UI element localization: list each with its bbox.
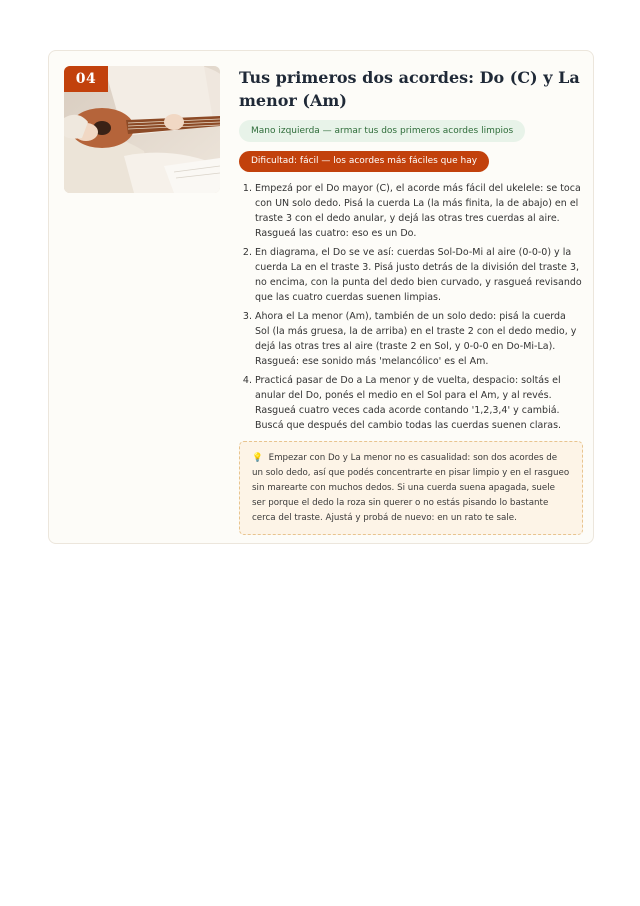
step-item: 2. En diagrama, el Do se ve así: cuerdas Sol-Do-Mi al aire (0-0-0) y la cuerda La en el traste 3. Pisá justo detrás de la división del traste 3, no encima, con la punta del dedo bien curvado, y rasgueá revisando que las cuatro cuerdas suenen limpias. xyxy=(255,245,583,305)
step-item: 4. Practicá pasar de Do a La menor y de vuelta, despacio: soltás el anular del Do, ponés el medio en el Sol para el Am, y al revés. Rasgueá cuatro veces cada acorde contando '1,2,3,4' y cambiá. Buscá que después del cambio todas las cuerdas suenen claras. xyxy=(255,373,583,433)
lesson-title: Tus primeros dos acordes: Do (C) y La menor (Am) xyxy=(239,68,580,110)
lesson-card xyxy=(48,50,594,544)
tip-text: Empezar con Do y La menor no es casualidad: son dos acordes de un solo dedo, así que podés concentrarte en pisar limpio y en el rasgueo sin marearte con muchos dedos. Si una cuerda suena apagada, suele ser porque el dedo la roza sin querer o no estás pisando lo bastante cerca del traste. Ajustá y probá de nuevo: en un rato te sale. xyxy=(252,453,570,523)
lightbulb-icon: 💡 xyxy=(252,453,263,463)
step-item: 1. Empezá por el Do mayor (C), el acorde más fácil del ukelele: se toca con UN solo dedo. Pisá la cuerda La (la más finita, la de abajo) en el traste 3 con el dedo anular, y dejá las otras tres cuerdas al aire. Rasgueá las cuatro: eso es un Do. xyxy=(255,181,583,241)
focus-tag: Mano izquierda — armar tus dos primeros acordes limpios xyxy=(239,120,525,142)
lesson-content xyxy=(239,66,583,535)
difficulty-badge: Dificultad: fácil — los acordes más fáciles que hay xyxy=(239,151,489,172)
lesson-number-badge: 04 xyxy=(64,66,108,92)
step-item: 3. Ahora el La menor (Am), también de un solo dedo: pisá la cuerda Sol (la más gruesa, la de arriba) en el traste 2 con el dedo medio, y dejá las otras tres al aire (traste 2 en Sol, y 0-0-0 en Do-Mi-La). Rasgueá: ese sonido más 'melancólico' es el Am. xyxy=(255,309,583,369)
steps-list xyxy=(239,181,583,433)
tip-box xyxy=(239,441,583,535)
